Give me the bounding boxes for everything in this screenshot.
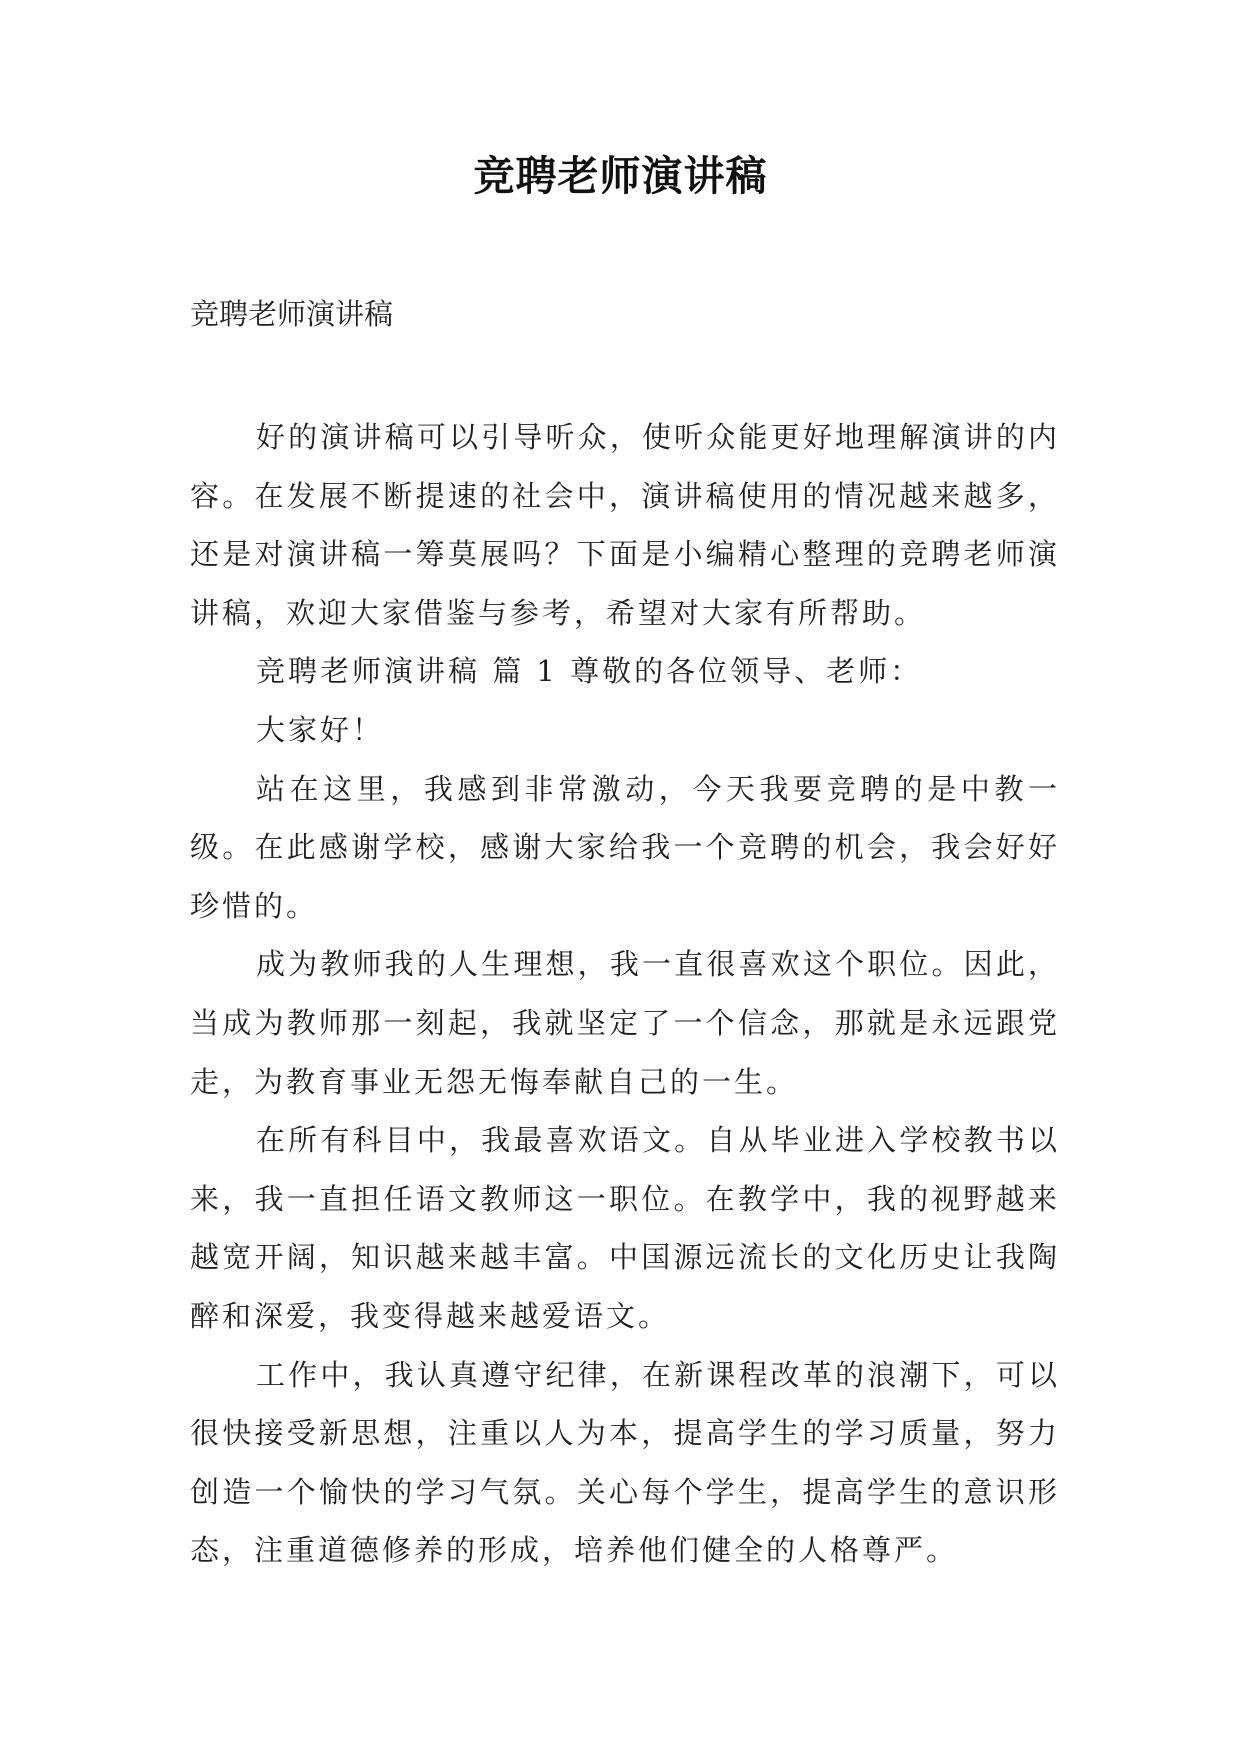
paragraph-greeting: 大家好！ bbox=[256, 712, 385, 747]
paragraph-body: 成为教师我的人生理想，我一直很喜欢这个职位。因此，当成为教师那一刻起，我就坚定了一个信念，那就是永远跟党走，为教育事业无怨无悔奉献自己的一生。 bbox=[190, 947, 1060, 1099]
document-subtitle: 竞聘老师演讲稿 bbox=[190, 297, 394, 331]
paragraph-body: 工作中，我认真遵守纪律，在新课程改革的浪潮下，可以很快接受新思想，注重以人为本，提高学生的学习质量，努力创造一个愉快的学习气氛。关心每个学生，提高学生的意识形态，注重道德修养的形成，培养他们健全的人格尊严。 bbox=[190, 1357, 1060, 1568]
paragraph-body: 站在这里，我感到非常激动，今天我要竞聘的是中教一级。在此感谢学校，感谢大家给我一个竞聘的机会，我会好好珍惜的。 bbox=[190, 771, 1060, 923]
document-body bbox=[190, 408, 1060, 1580]
document-title: 竞聘老师演讲稿 bbox=[473, 152, 768, 200]
paragraph-intro: 好的演讲稿可以引导听众，使听众能更好地理解演讲的内容。在发展不断提速的社会中，演讲稿使用的情况越来越多，还是对演讲稿一筹莫展吗？下面是小编精心整理的竞聘老师演讲稿，欢迎大家借鉴与参考，希望对大家有所帮助。 bbox=[190, 420, 1060, 630]
paragraph-salutation: 竞聘老师演讲稿 篇 1 尊敬的各位领导、老师： bbox=[256, 654, 923, 689]
paragraph-body: 在所有科目中，我最喜欢语文。自从毕业进入学校教书以来，我一直担任语文教师这一职位。在教学中，我的视野越来越宽开阔，知识越来越丰富。中国源远流长的文化历史让我陶醉和深爱，我变得越来越爱语文。 bbox=[190, 1123, 1060, 1333]
